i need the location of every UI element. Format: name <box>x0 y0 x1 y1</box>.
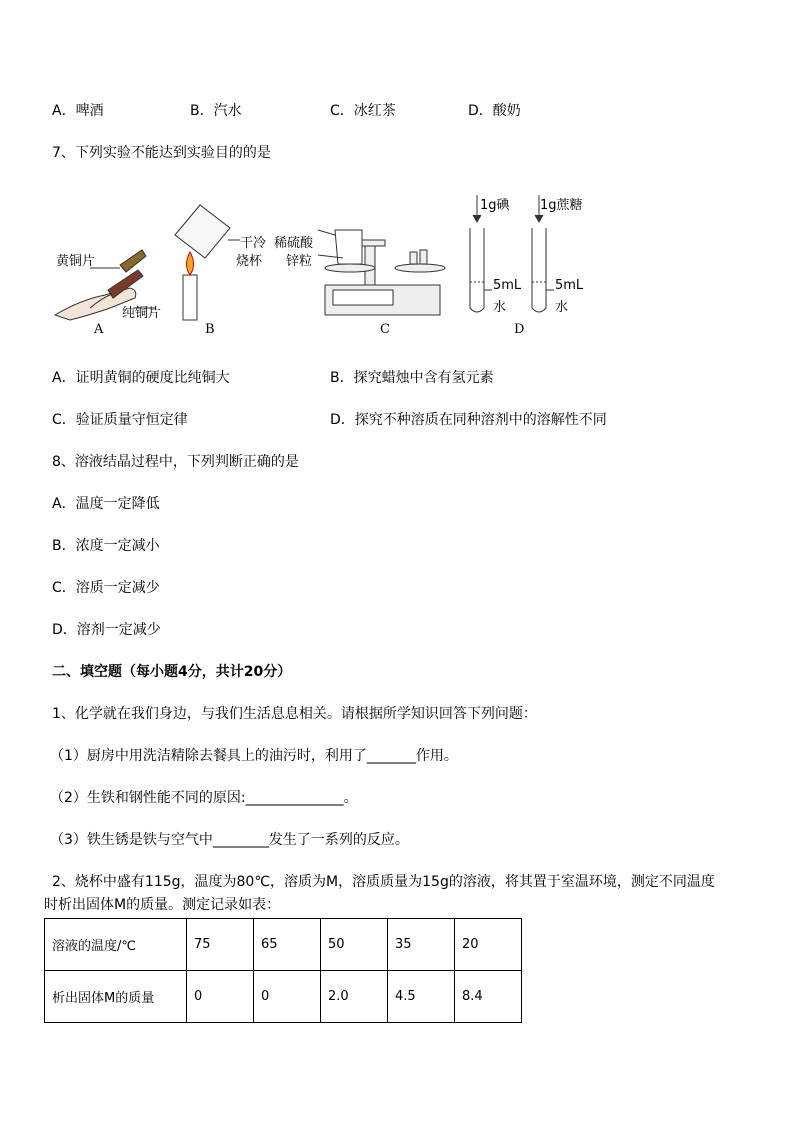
q8-option-b: B．浓度一定减小 <box>52 538 160 554</box>
fill2-stem-line-2: 时析出固体M的质量。测定记录如表： <box>44 897 281 913</box>
fig-d-sugar-label: 1g蔗糖 <box>540 198 583 213</box>
fill1-stem: 1、化学就在我们身边，与我们生活息息相关。请根据所学知识回答下列问题： <box>52 706 537 722</box>
q6-option-d: D．酸奶 <box>468 103 521 119</box>
q7-option-c: C．验证质量守恒定律 <box>52 412 188 428</box>
q7-stem: 7、下列实验不能达到实验目的的是 <box>52 145 271 161</box>
fill1-part-1: （1）厨房中用洗洁精除去餐具上的油污时，利用了_______作用。 <box>50 748 458 764</box>
fill1-part-2: （2）生铁和钢性能不同的原因:______________。 <box>50 790 358 806</box>
fig-d-volume-2: 5mL <box>555 278 584 293</box>
fig-b-cold-label-1: 干冷 <box>240 236 267 251</box>
fig-c-balance <box>318 230 445 315</box>
table-cell: 65 <box>254 919 321 971</box>
fig-letter-c: C <box>380 322 390 337</box>
q6-option-b: B．汽水 <box>190 103 242 119</box>
fig-a-copper-label: 纯铜片 <box>122 306 162 321</box>
fig-d-water-1: 水 <box>493 300 507 315</box>
fig-d-iodine-label: 1g碘 <box>480 198 510 213</box>
fig-letter-a: A <box>94 322 104 337</box>
fig-c-zinc-label: 锌粒 <box>286 254 313 269</box>
q8-option-d: D．溶剂一定减少 <box>52 622 161 638</box>
fig-c-acid-label: 稀硫酸 <box>274 236 314 251</box>
fill2-stem-line-1: 2、烧杯中盛有115g，温度为80℃，溶质为M，溶质质量为15g的溶液，将其置于室温环境，测定不同温度 <box>52 874 715 890</box>
table-cell: 4.5 <box>388 971 455 1023</box>
q7-option-a: A．证明黄铜的硬度比纯铜大 <box>52 370 230 386</box>
fig-d-water-2: 水 <box>555 300 569 315</box>
fig-b-cold-label-2: 烧杯 <box>236 254 263 269</box>
table-cell: 35 <box>388 919 455 971</box>
table-row <box>45 971 522 1023</box>
fill1-part-3: （3）铁生锈是铁与空气中________发生了一系列的反应。 <box>50 832 409 848</box>
record-table <box>44 918 522 1023</box>
table-cell: 20 <box>455 919 522 971</box>
fig-a-brass-label: 黄铜片 <box>56 254 96 269</box>
fig-letter-b: B <box>205 322 215 337</box>
table-cell: 2.0 <box>321 971 388 1023</box>
table-cell: 0 <box>254 971 321 1023</box>
table-cell: 75 <box>187 919 254 971</box>
q6-option-c: C．冰红茶 <box>330 103 396 119</box>
table-cell: 8.4 <box>455 971 522 1023</box>
q6-option-a: A．啤酒 <box>52 103 104 119</box>
table-cell: 0 <box>187 971 254 1023</box>
q8-option-a: A．温度一定降低 <box>52 496 160 512</box>
table-row <box>45 919 522 971</box>
q8-option-c: C．溶质一定减少 <box>52 580 160 596</box>
q8-stem: 8、溶液结晶过程中，下列判断正确的是 <box>52 454 299 470</box>
q7-option-d: D．探究不种溶质在同种溶剂中的溶解性不同 <box>330 412 607 428</box>
fig-b-candle <box>175 205 240 320</box>
section-title: 二、填空题（每小题4分，共计20分） <box>52 664 292 680</box>
table-header-temperature: 溶液的温度/℃ <box>45 919 187 971</box>
q7-option-b: B．探究蜡烛中含有氢元素 <box>330 370 494 386</box>
fig-letter-d: D <box>514 322 525 337</box>
table-header-mass: 析出固体M的质量 <box>45 971 187 1023</box>
fig-d-volume-1: 5mL <box>493 278 522 293</box>
table-cell: 50 <box>321 919 388 971</box>
q7-figure <box>50 190 650 340</box>
